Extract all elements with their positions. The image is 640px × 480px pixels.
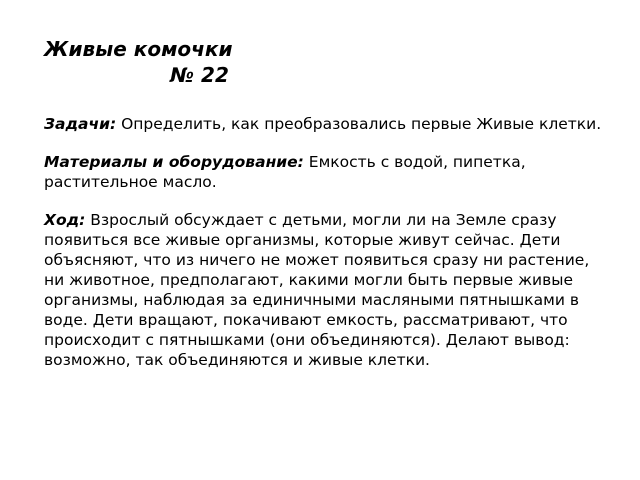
document-number: № 22 [170, 63, 229, 87]
materials-label: Материалы и оборудование: [44, 153, 304, 171]
materials-paragraph [44, 152, 614, 192]
document-title: Живые комочки [44, 37, 233, 61]
tasks-label: Задачи: [44, 115, 117, 133]
tasks-paragraph [44, 114, 614, 134]
tasks-text: Определить, как преобразовались первые Живые клетки. [116, 115, 602, 133]
materials-text: Емкость с водой, пипетка, растительное масло. [44, 153, 526, 191]
procedure-label: Ход: [44, 211, 86, 229]
procedure-paragraph [44, 210, 614, 370]
document-page [44, 36, 614, 370]
procedure-text: Взрослый обсуждает с детьми, могли ли на Земле сразу появиться все живые организмы, которые живут сейчас. Дети объясняют, что из ничего не может появиться сразу ни растение, ни животное, предполагают, какими могли быть первые живые организмы, наблюдая за единичными масляными пятнышками в воде. Дети вращают, покачивают емкость, рассматривают, что происходит с пятнышками (они объединяются). Делают вывод: возможно, так объединяются и живые клетки. [44, 211, 590, 369]
